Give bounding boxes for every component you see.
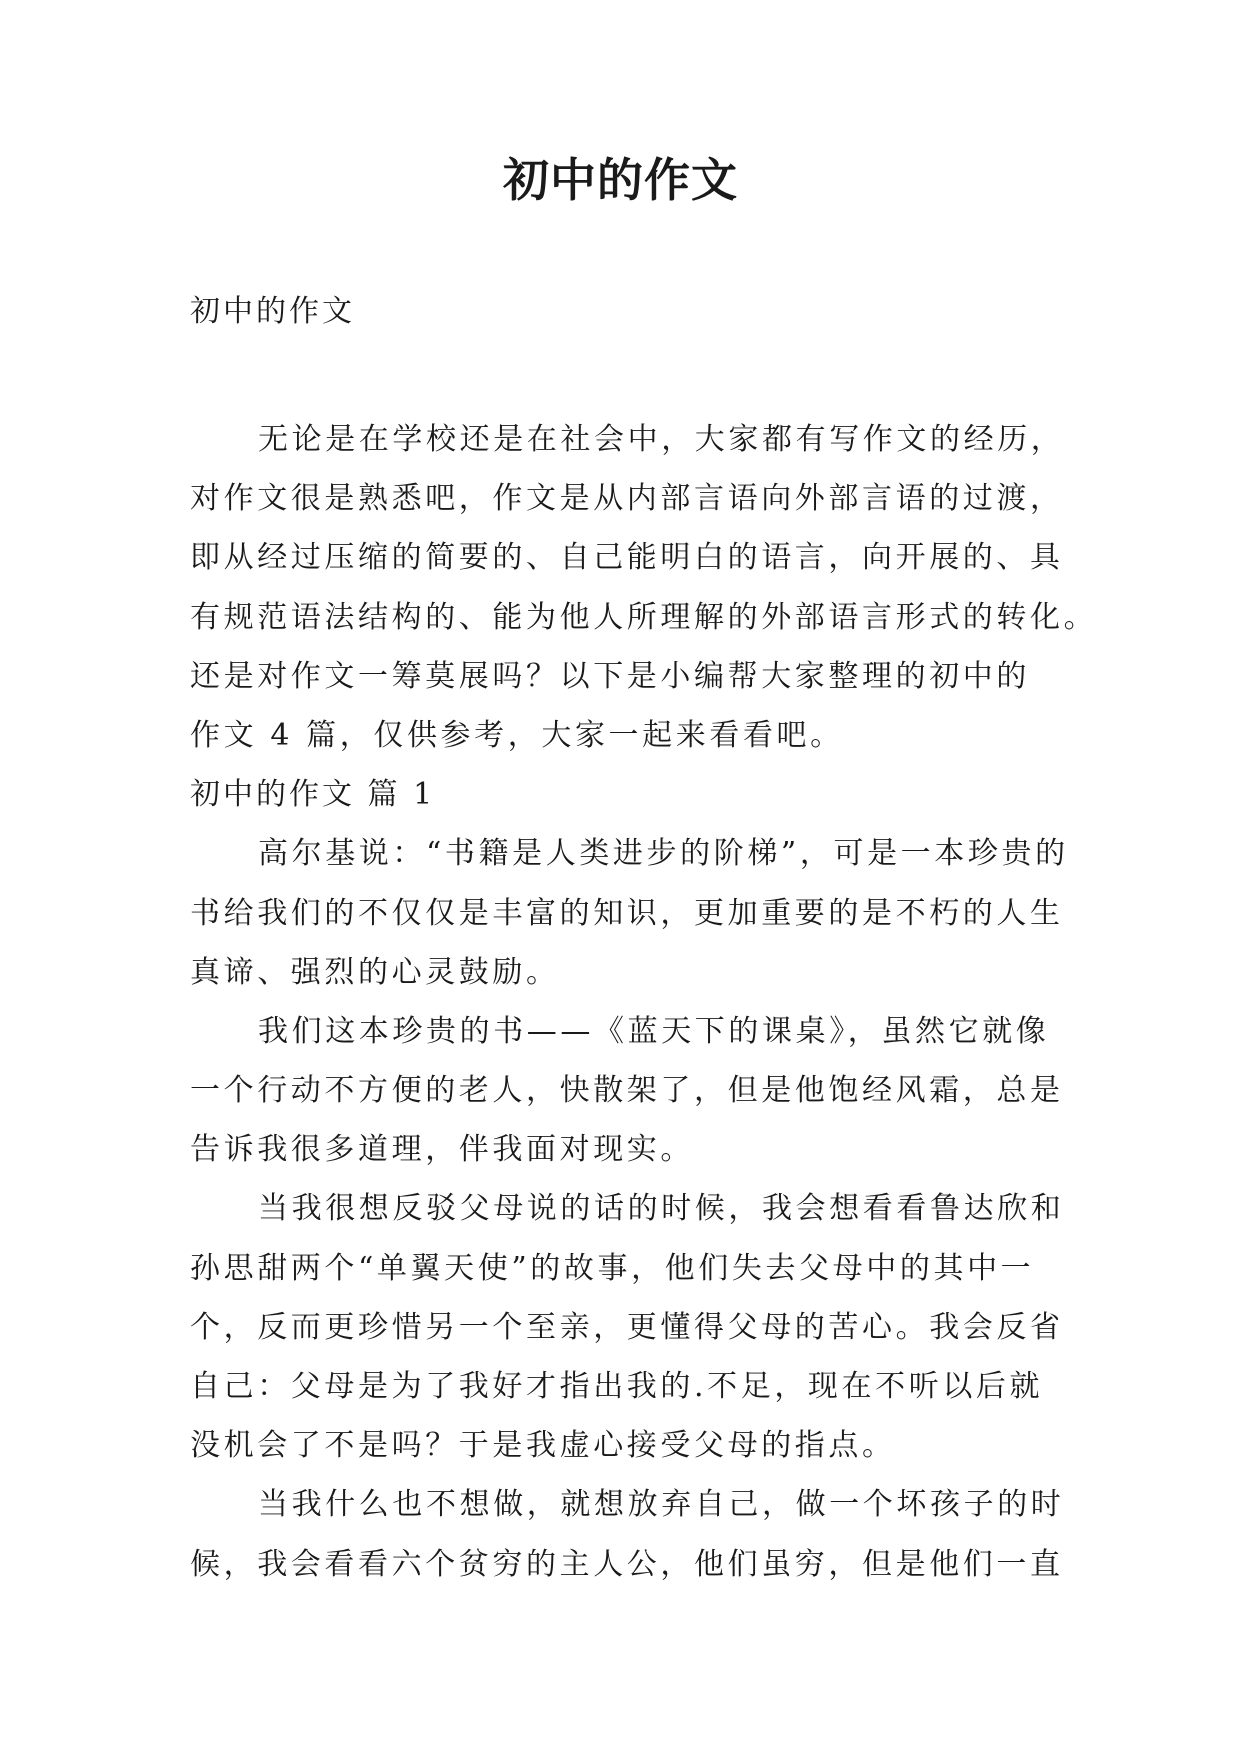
text-line: 还是对作文一筹莫展吗？以下是小编帮大家整理的初中的 [190, 658, 1030, 694]
document-title: 初中的作文 [503, 153, 738, 207]
section-heading: 初中的作文 篇 1 [190, 777, 436, 813]
text-line: 有规范语法结构的、能为他人所理解的外部语言形式的转化。 [190, 599, 1098, 635]
text-line: 高尔基说：“书籍是人类进步的阶梯”，可是一本珍贵的 [258, 836, 1069, 872]
text-line: 书给我们的不仅仅是丰富的知识，更加重要的是不朽的人生 [190, 895, 1064, 931]
text-line: 没机会了不是吗？于是我虚心接受父母的指点。 [190, 1428, 896, 1464]
text-line: 候，我会看看六个贫穷的主人公，他们虽穷，但是他们一直 [190, 1546, 1064, 1582]
document-body [190, 410, 1098, 1594]
text-line: 孙思甜两个“单翼天使”的故事，他们失去父母中的其中一 [190, 1250, 1035, 1286]
text-line: 告诉我很多道理，伴我面对现实。 [190, 1132, 694, 1168]
text-line: 无论是在学校还是在社会中，大家都有写作文的经历， [258, 422, 1065, 457]
text-line: 一个行动不方便的老人，快散架了，但是他饱经风霜，总是 [190, 1073, 1064, 1109]
text-line: 当我很想反驳父母说的话的时候，我会想看看鲁达欣和 [258, 1191, 1065, 1227]
text-line: 对作文很是熟悉吧，作文是从内部言语向外部言语的过渡， [190, 481, 1064, 517]
text-line: 自己：父母是为了我好才指出我的.不足，现在不听以后就 [190, 1369, 1044, 1404]
text-line: 当我什么也不想做，就想放弃自己，做一个坏孩子的时 [258, 1487, 1065, 1523]
text-line: 作文 4 篇，仅供参考，大家一起来看看吧。 [190, 717, 844, 753]
text-line: 即从经过压缩的简要的、自己能明白的语言，向开展的、具 [190, 540, 1064, 576]
text-line: 真谛、强烈的心灵鼓励。 [190, 954, 560, 990]
text-line: 我们这本珍贵的书——《蓝天下的课桌》，虽然它就像 [258, 1013, 1050, 1049]
document-subtitle: 初中的作文 [190, 294, 355, 329]
text-line: 个，反而更珍惜另一个至亲，更懂得父母的苦心。我会反省 [190, 1309, 1064, 1345]
